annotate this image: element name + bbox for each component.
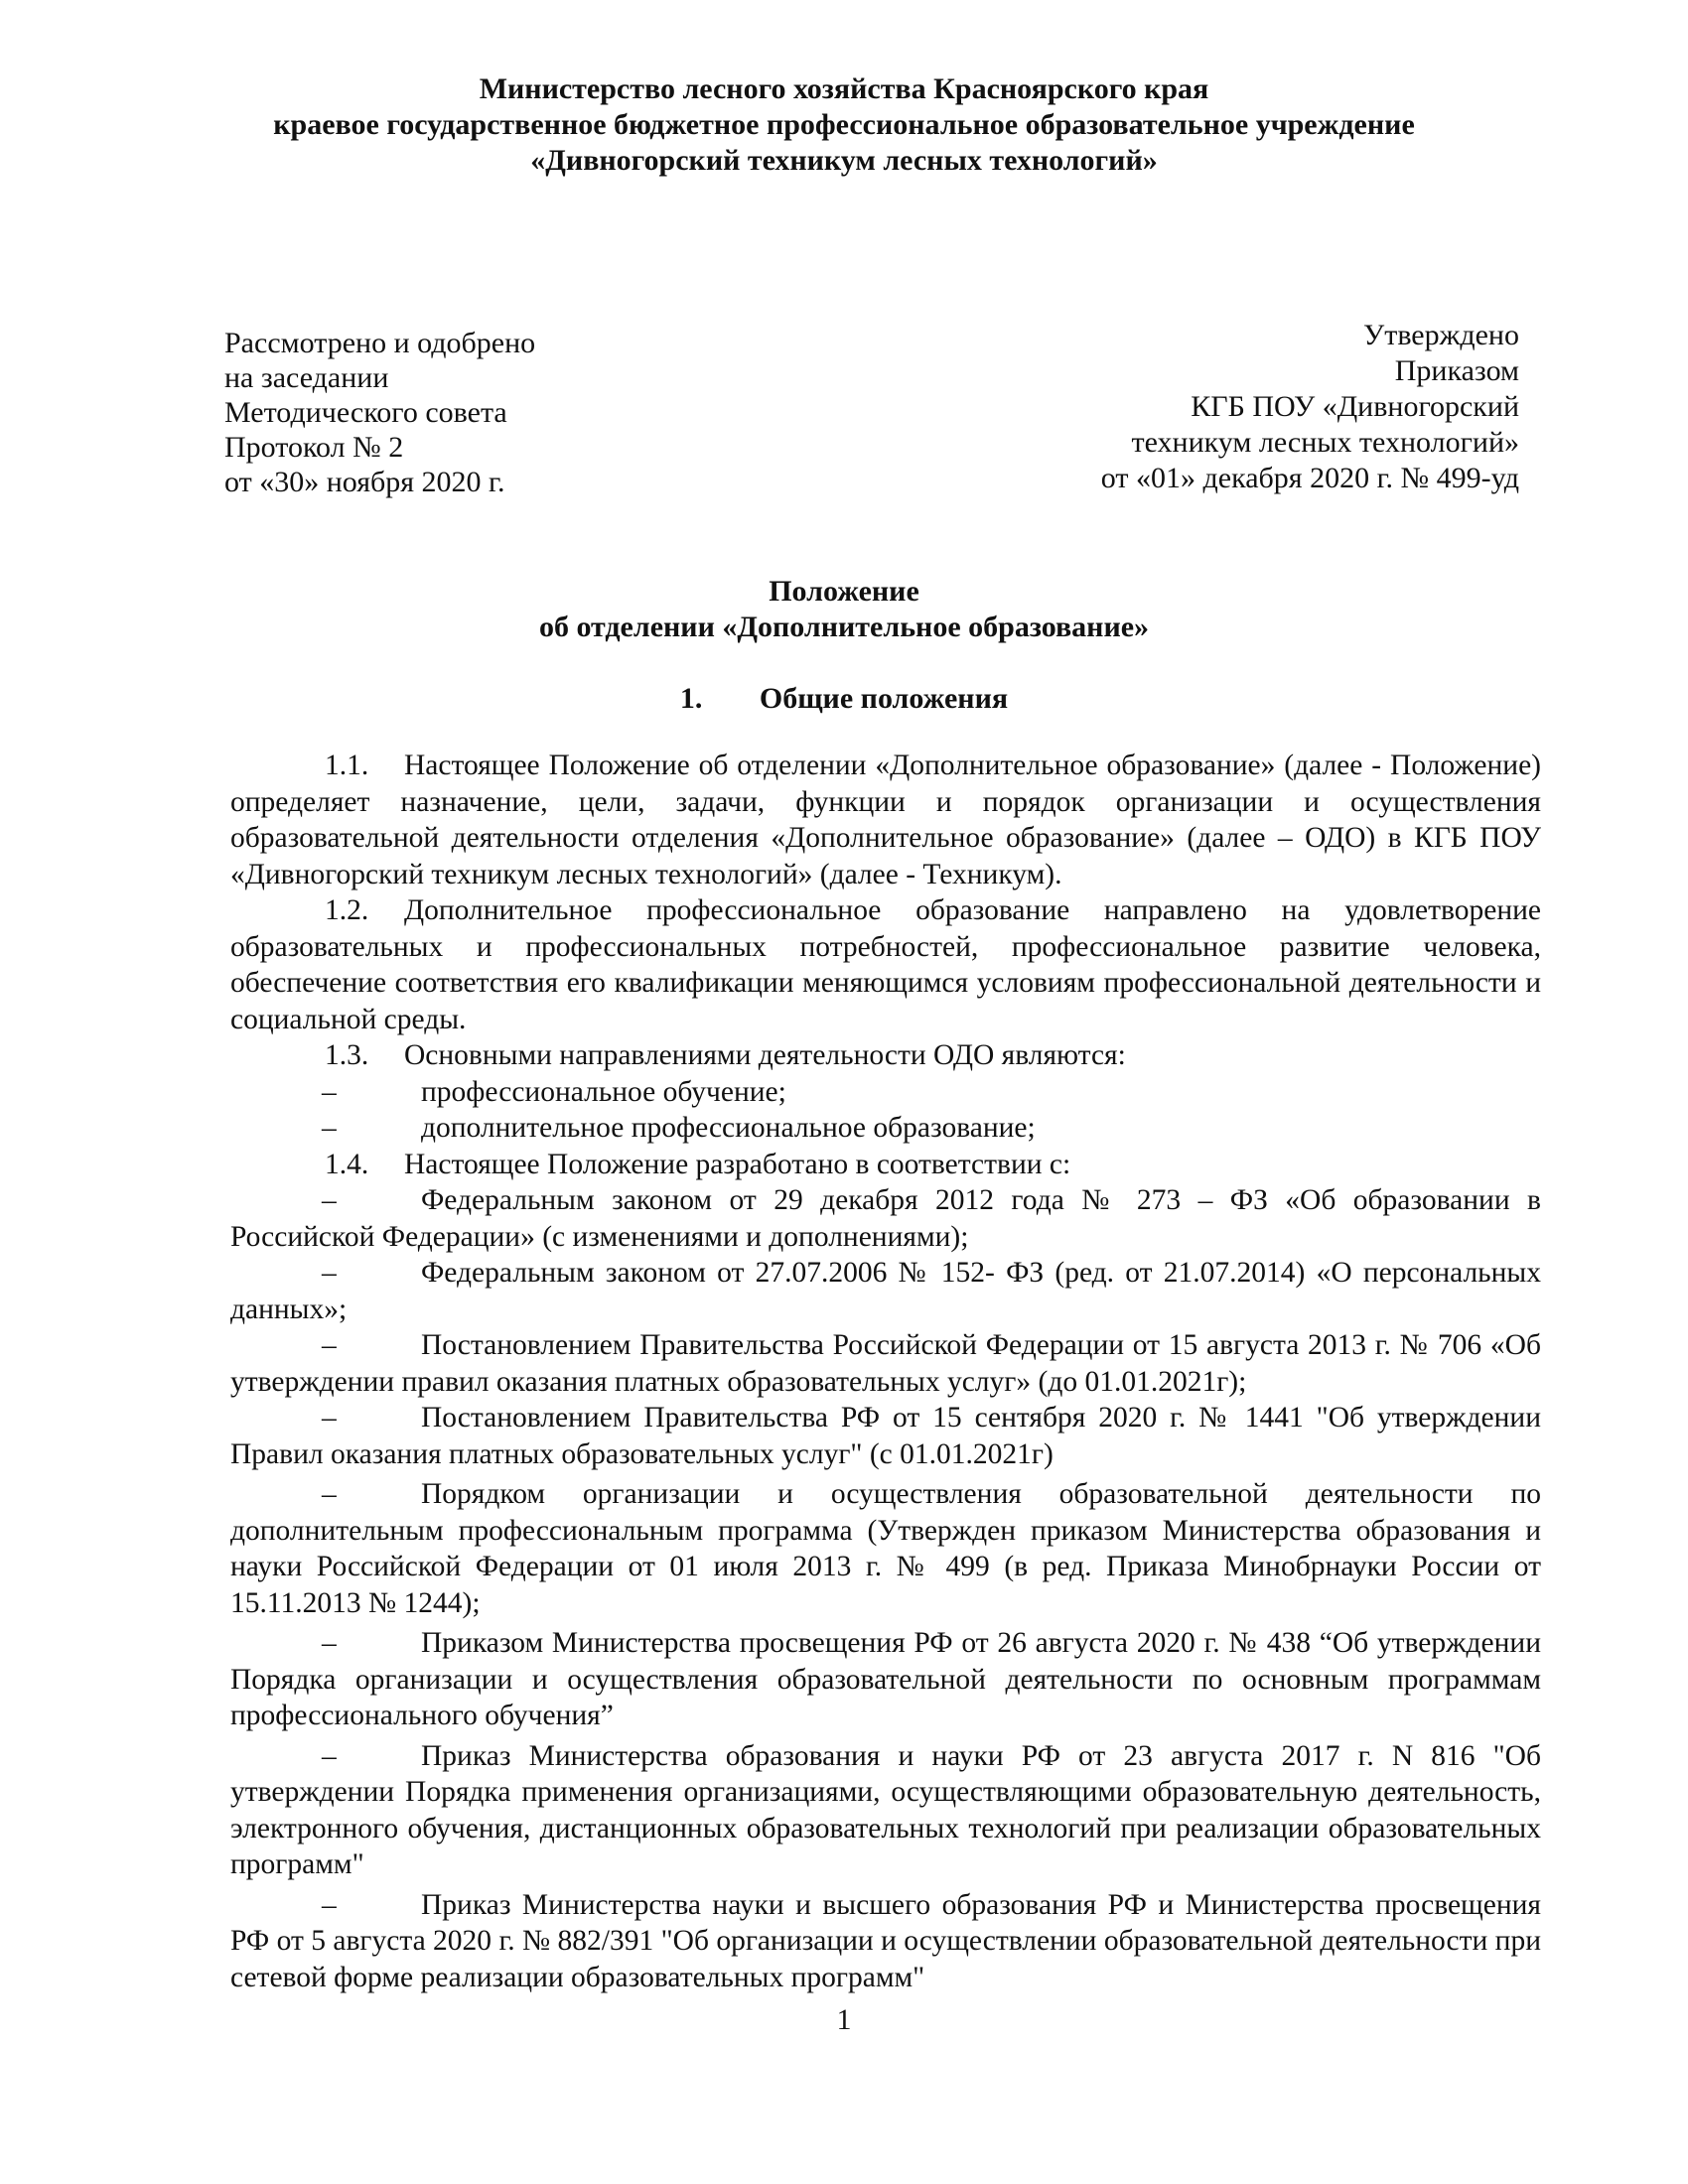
dash-marker: – (322, 1257, 337, 1289)
legal-reference (230, 1327, 1541, 1400)
paragraph-1-1 (230, 748, 1541, 892)
dash-marker: – (322, 1402, 337, 1433)
review-line: Рассмотрено и одобрено (224, 327, 536, 359)
document-body (230, 748, 1541, 1995)
dash-marker: – (322, 1888, 337, 1921)
ministry-name: Министерство лесного хозяйства Красноярского края (479, 72, 1209, 105)
paragraph-number: 1.3. (325, 1039, 369, 1071)
review-line: Методического совета (224, 396, 507, 429)
dash-marker: – (322, 1627, 337, 1659)
approval-line: от «01» декабря 2020 г. № 499-уд (1100, 462, 1519, 494)
dash-marker: – (322, 1739, 337, 1772)
page-number: 1 (836, 2003, 852, 2036)
reference-text: Постановлением Правительства Российской Федерации от 15 августа 2013 г. № 706 «Об утверждении правил оказания платных образовательных услуг» (до 01.01.2021г); (230, 1329, 1541, 1398)
legal-reference (230, 1625, 1541, 1734)
paragraph-text: Настоящее Положение разработано в соответствии с: (404, 1148, 1071, 1180)
section-number: 1. (679, 682, 703, 715)
legal-reference (230, 1182, 1541, 1255)
section-title: Общие положения (759, 682, 1009, 715)
paragraph-text: Настоящее Положение об отделении «Дополнительное образование» (далее - Положение) определяет назначение, цели, задачи, функции и порядок организации и осуществления образовательной деятельности отделения «Дополнительное образование» (далее – ОДО) в КГБ ПОУ «Дивногорский техникум лесных технологий» (далее - Техникум). (230, 750, 1541, 890)
reference-text: Федеральным законом от 27.07.2006 № 152- ФЗ (ред. от 21.07.2014) «О персональных данных»; (230, 1257, 1541, 1325)
dash-marker: – (322, 1478, 337, 1510)
approval-line: техникум лесных технологий» (1131, 426, 1519, 459)
review-line: от «30» ноября 2020 г. (224, 466, 505, 498)
approval-line: Утверждено (1362, 319, 1519, 351)
subtitle-line: об отделении «Дополнительное образование» (538, 611, 1150, 643)
title-line: Положение (769, 575, 919, 608)
order-approval-block (993, 318, 1519, 496)
reference-text: Приказ Министерства образования и науки РФ от 23 августа 2017 г. N 816 "Об утверждении Порядка применения организациями, осуществляющими образовательную деятельность, электронного обучения, дистанционных образовательных технологий при реализации образовательных программ" (230, 1739, 1541, 1880)
dash-marker: – (322, 1075, 337, 1108)
reference-text: Порядком организации и осуществления образовательной деятельности по дополнительным профессиональным программа (Утвержден приказом Министерства образования и науки Российской Федерации от 01 июля 2013 г. № 499 (в ред. Приказа Минобрнауки России от 15.11.2013 № 1244); (230, 1478, 1541, 1619)
legal-reference (230, 1400, 1541, 1472)
paragraph-number: 1.4. (325, 1148, 369, 1180)
institution-name: «Дивногорский техникум лесных технологий» (530, 144, 1158, 177)
paragraph-text: Дополнительное профессиональное образование направлено на удовлетворение образовательных и профессиональных потребностей, профессиональное развитие человека, обеспечение соответствия его квалификации меняющимся условиям профессиональной деятельности и социальной среды. (230, 894, 1541, 1035)
document-title (298, 574, 1390, 645)
list-item-text: профессиональное обучение; (421, 1075, 786, 1108)
review-approval-block (224, 326, 741, 499)
legal-reference (230, 1476, 1541, 1621)
list-item (230, 1110, 1541, 1147)
reference-text: Федеральным законом от 29 декабря 2012 года № 273 – ФЗ «Об образовании в Российской Федерации» (с изменениями и дополнениями); (230, 1184, 1541, 1253)
reference-text: Приказ Министерства науки и высшего образования РФ и Министерства просвещения РФ от 5 августа 2020 г. № 882/391 "Об организации и осуществлении образовательной деятельности при сетевой форме реализации образовательных программ" (230, 1888, 1541, 1993)
legal-reference (230, 1738, 1541, 1883)
paragraph-1-3 (230, 1037, 1541, 1074)
paragraph-1-4 (230, 1147, 1541, 1183)
paragraph-text: Основными направлениями деятельности ОДО являются: (404, 1039, 1126, 1071)
organization-header (228, 71, 1460, 179)
institution-type: краевое государственное бюджетное профессиональное образовательное учреждение (273, 108, 1415, 141)
reference-text: Постановлением Правительства РФ от 15 сентября 2020 г. № 1441 "Об утверждении Правил оказания платных образовательных услуг" (с 01.01.2021г) (230, 1402, 1541, 1470)
approval-line: КГБ ПОУ «Дивногорский (1191, 390, 1519, 423)
dash-marker: – (322, 1184, 337, 1216)
paragraph-1-2 (230, 892, 1541, 1037)
list-item (230, 1074, 1541, 1111)
reference-text: Приказом Министерства просвещения РФ от 26 августа 2020 г. № 438 “Об утверждении Порядка организации и осуществления образовательной деятельности по основным программам профессионального обучения” (230, 1627, 1541, 1731)
paragraph-number: 1.1. (325, 750, 369, 781)
legal-reference (230, 1887, 1541, 1996)
section-heading (298, 681, 1390, 717)
dash-marker: – (322, 1112, 337, 1144)
approval-line: Приказом (1394, 354, 1519, 387)
list-item-text: дополнительное профессиональное образование; (421, 1112, 1036, 1144)
review-line: на заседании (224, 361, 389, 394)
paragraph-number: 1.2. (325, 894, 369, 926)
dash-marker: – (322, 1329, 337, 1361)
legal-reference (230, 1255, 1541, 1327)
review-line: Протокол № 2 (224, 431, 404, 464)
